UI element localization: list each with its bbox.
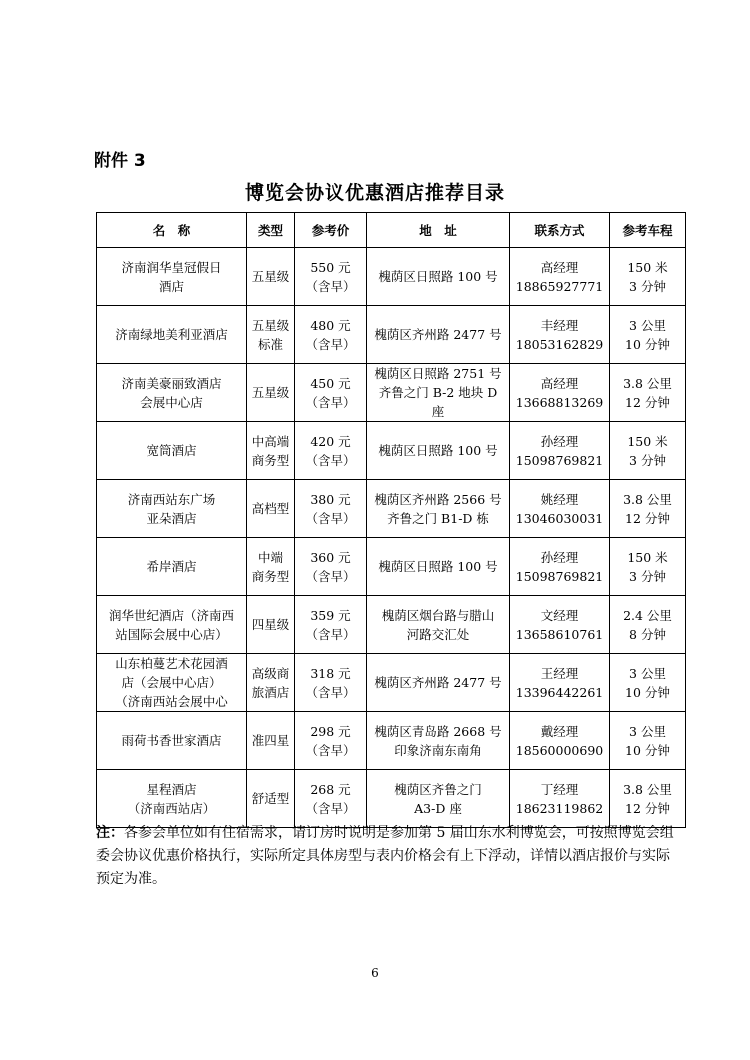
header-address: 地 址 (367, 213, 510, 248)
cell-name (97, 364, 247, 422)
cell-type (247, 480, 295, 538)
cell-price (295, 364, 367, 422)
cell-line: 3.8 公里 (623, 781, 672, 797)
cell-type (247, 422, 295, 480)
cell-line: 268 元 (310, 781, 351, 797)
page-title: 博览会协议优惠酒店推荐目录 (244, 182, 505, 204)
cell-line: 3 公里 (629, 317, 666, 333)
table-row (97, 422, 686, 480)
cell-line: 420 元 (310, 433, 351, 449)
cell-line: 槐荫区齐鲁之门 (394, 781, 482, 797)
footnote-text: 各参会单位如有住宿需求，请订房时说明是参加第 5 届山东水利博览会，可按照博览会组委会协议优惠价格执行，实际所定具体房型与表内价格会有上下浮动，详情以酒店报价与实际预定为准。 (96, 825, 674, 887)
table-row (97, 364, 686, 422)
cell-line: 10 分钟 (625, 684, 670, 700)
cell-line: 18623119862 (515, 800, 604, 816)
cell-distance (610, 770, 686, 828)
cell-price (295, 248, 367, 306)
cell-line: 13658610761 (515, 626, 604, 642)
cell-price (295, 422, 367, 480)
hotel-table (96, 212, 686, 828)
cell-line: 亚朵酒店 (146, 510, 197, 526)
cell-contact (510, 480, 610, 538)
cell-type (247, 364, 295, 422)
cell-line: 3.8 公里 (623, 491, 672, 507)
cell-line: 12 分钟 (625, 394, 670, 410)
cell-line: 槐荫区青岛路 2668 号 (374, 723, 502, 739)
cell-line: 13046030031 (515, 510, 604, 526)
cell-line: 五星级 (251, 269, 290, 284)
cell-line: 8 分钟 (629, 626, 666, 642)
cell-contact (510, 538, 610, 596)
cell-contact (510, 248, 610, 306)
cell-address (367, 248, 510, 306)
cell-line: （含早） (305, 510, 356, 526)
cell-line: 15098769821 (515, 568, 604, 584)
cell-line: 座 (431, 404, 445, 419)
table-row (97, 306, 686, 364)
cell-line: 标准 (257, 336, 283, 352)
cell-line: 高级商 (251, 665, 290, 681)
table-row (97, 248, 686, 306)
cell-line: 河路交汇处 (406, 626, 470, 642)
cell-name (97, 654, 247, 712)
cell-address (367, 480, 510, 538)
cell-contact (510, 596, 610, 654)
cell-type (247, 248, 295, 306)
table-row (97, 596, 686, 654)
cell-line: 宽筒酒店 (146, 443, 197, 458)
cell-address (367, 654, 510, 712)
cell-contact (510, 306, 610, 364)
cell-line: 360 元 (310, 549, 351, 565)
cell-line: 希岸酒店 (146, 559, 197, 574)
cell-line: 13396442261 (515, 684, 604, 700)
cell-line: 会展中心店 (140, 394, 203, 410)
cell-distance (610, 480, 686, 538)
cell-contact (510, 770, 610, 828)
cell-price (295, 654, 367, 712)
cell-line: 槐荫区齐州路 2477 号 (374, 327, 502, 342)
cell-line: 槐荫区日照路 2751 号 (374, 366, 502, 381)
cell-line: 480 元 (310, 317, 351, 333)
cell-line: 3 公里 (629, 665, 666, 681)
cell-line: 550 元 (310, 259, 351, 275)
cell-line: （济南西站会展中心 (115, 694, 228, 709)
cell-line: 18560000690 (515, 742, 604, 758)
cell-line: 高经理 (540, 259, 579, 275)
cell-line: （济南西站店） (127, 800, 216, 816)
header-contact: 联系方式 (510, 213, 610, 248)
cell-line: 槐荫区日照路 100 号 (378, 269, 498, 284)
cell-line: 12 分钟 (625, 510, 670, 526)
cell-line: 五星级 (251, 385, 290, 400)
cell-line: 槐荫区日照路 100 号 (378, 559, 498, 574)
cell-line: 3 分钟 (629, 278, 666, 294)
cell-distance (610, 654, 686, 712)
cell-line: 3 公里 (629, 723, 666, 739)
cell-line: 380 元 (310, 491, 351, 507)
cell-line: 商务型 (251, 452, 290, 468)
cell-distance (610, 248, 686, 306)
cell-line: 雨荷书香世家酒店 (121, 733, 222, 748)
cell-address (367, 770, 510, 828)
cell-line: （含早） (305, 626, 356, 642)
cell-type (247, 654, 295, 712)
cell-name (97, 538, 247, 596)
table-row (97, 712, 686, 770)
cell-line: （含早） (305, 568, 356, 584)
cell-name (97, 306, 247, 364)
cell-price (295, 596, 367, 654)
cell-line: 15098769821 (515, 452, 604, 468)
cell-distance (610, 712, 686, 770)
cell-line: 2.4 公里 (623, 607, 672, 623)
cell-line: 18053162829 (515, 336, 604, 352)
cell-line: 印象济南东南角 (394, 742, 482, 758)
cell-price (295, 712, 367, 770)
footnote (96, 822, 676, 891)
cell-line: （含早） (305, 742, 356, 758)
cell-line: 359 元 (310, 607, 351, 623)
table-header-row (97, 213, 686, 248)
cell-line: 450 元 (310, 375, 351, 391)
cell-line: 孙经理 (540, 433, 579, 449)
footnote-label: 注： (96, 825, 124, 841)
cell-line: 150 米 (627, 549, 668, 565)
cell-line: 3.8 公里 (623, 375, 672, 391)
header-name: 名 称 (97, 213, 247, 248)
cell-price (295, 480, 367, 538)
cell-type (247, 596, 295, 654)
cell-line: 槐荫区烟台路与腊山 (381, 607, 495, 623)
cell-line: 济南绿地美利亚酒店 (115, 327, 228, 342)
cell-line: 济南美豪丽致酒店 (121, 375, 222, 391)
cell-contact (510, 712, 610, 770)
cell-line: （含早） (305, 800, 356, 816)
cell-line: 济南西站东广场 (127, 491, 216, 507)
cell-line: （含早） (305, 336, 356, 352)
cell-line: （含早） (305, 394, 356, 410)
cell-line: 星程酒店 (146, 781, 197, 797)
cell-line: 五星级 (251, 317, 290, 333)
cell-price (295, 306, 367, 364)
cell-line: 12 分钟 (625, 800, 670, 816)
cell-line: 王经理 (540, 665, 579, 681)
cell-line: 旅酒店 (251, 684, 290, 700)
cell-contact (510, 364, 610, 422)
cell-line: 四星级 (251, 617, 290, 632)
cell-line: 10 分钟 (625, 336, 670, 352)
cell-line: 站国际会展中心店） (115, 626, 228, 642)
header-type: 类型 (247, 213, 295, 248)
cell-distance (610, 306, 686, 364)
cell-address (367, 364, 510, 422)
table-row (97, 538, 686, 596)
cell-line: 戴经理 (540, 723, 579, 739)
cell-line: 318 元 (310, 665, 351, 681)
cell-line: 丰经理 (540, 317, 579, 333)
cell-address (367, 422, 510, 480)
cell-name (97, 480, 247, 538)
cell-address (367, 538, 510, 596)
cell-line: 润华世纪酒店（济南西 (108, 607, 234, 623)
cell-name (97, 712, 247, 770)
cell-line: 准四星 (251, 733, 290, 748)
cell-distance (610, 422, 686, 480)
cell-name (97, 248, 247, 306)
table-row (97, 770, 686, 828)
cell-address (367, 596, 510, 654)
cell-contact (510, 654, 610, 712)
cell-line: 丁经理 (540, 781, 579, 797)
header-distance: 参考车程 (610, 213, 686, 248)
cell-line: 姚经理 (540, 491, 579, 507)
cell-type (247, 306, 295, 364)
cell-line: A3-D 座 (414, 800, 462, 816)
cell-distance (610, 538, 686, 596)
cell-name (97, 770, 247, 828)
cell-line: 298 元 (310, 723, 351, 739)
cell-line: （含早） (305, 684, 356, 700)
cell-address (367, 306, 510, 364)
cell-line: 齐鲁之门 B-2 地块 D (378, 385, 498, 400)
cell-line: 中端 (257, 549, 283, 565)
cell-line: 150 米 (627, 433, 668, 449)
cell-line: 舒适型 (251, 791, 290, 806)
cell-line: 3 分钟 (629, 568, 666, 584)
cell-line: 山东柏蔓艺术花园酒 (115, 656, 228, 671)
cell-line: 高档型 (251, 501, 290, 516)
cell-price (295, 538, 367, 596)
table-row (97, 480, 686, 538)
cell-line: （含早） (305, 278, 356, 294)
attachment-label: 附件 3 (94, 151, 146, 171)
cell-line: 中高端 (251, 433, 290, 449)
cell-line: 济南润华皇冠假日 (121, 259, 222, 275)
cell-distance (610, 596, 686, 654)
cell-line: 孙经理 (540, 549, 579, 565)
page-number: 6 (371, 966, 379, 980)
cell-line: 槐荫区日照路 100 号 (378, 443, 498, 458)
cell-line: 酒店 (158, 278, 184, 294)
header-price: 参考价 (295, 213, 367, 248)
cell-line: 高经理 (540, 375, 579, 391)
cell-line: 10 分钟 (625, 742, 670, 758)
cell-line: 店（会展中心店） (121, 675, 222, 690)
cell-line: 13668813269 (515, 394, 604, 410)
cell-line: 齐鲁之门 B1-D 栋 (387, 510, 489, 526)
cell-line: 150 米 (627, 259, 668, 275)
cell-type (247, 770, 295, 828)
cell-line: 3 分钟 (629, 452, 666, 468)
cell-line: 槐荫区齐州路 2566 号 (374, 491, 502, 507)
cell-distance (610, 364, 686, 422)
cell-name (97, 596, 247, 654)
cell-type (247, 538, 295, 596)
cell-line: （含早） (305, 452, 356, 468)
cell-name (97, 422, 247, 480)
cell-line: 文经理 (540, 607, 579, 623)
cell-line: 槐荫区齐州路 2477 号 (374, 675, 502, 690)
cell-address (367, 712, 510, 770)
cell-contact (510, 422, 610, 480)
table-row (97, 654, 686, 712)
cell-type (247, 712, 295, 770)
cell-price (295, 770, 367, 828)
cell-line: 商务型 (251, 568, 290, 584)
cell-line: 18865927771 (515, 278, 604, 294)
